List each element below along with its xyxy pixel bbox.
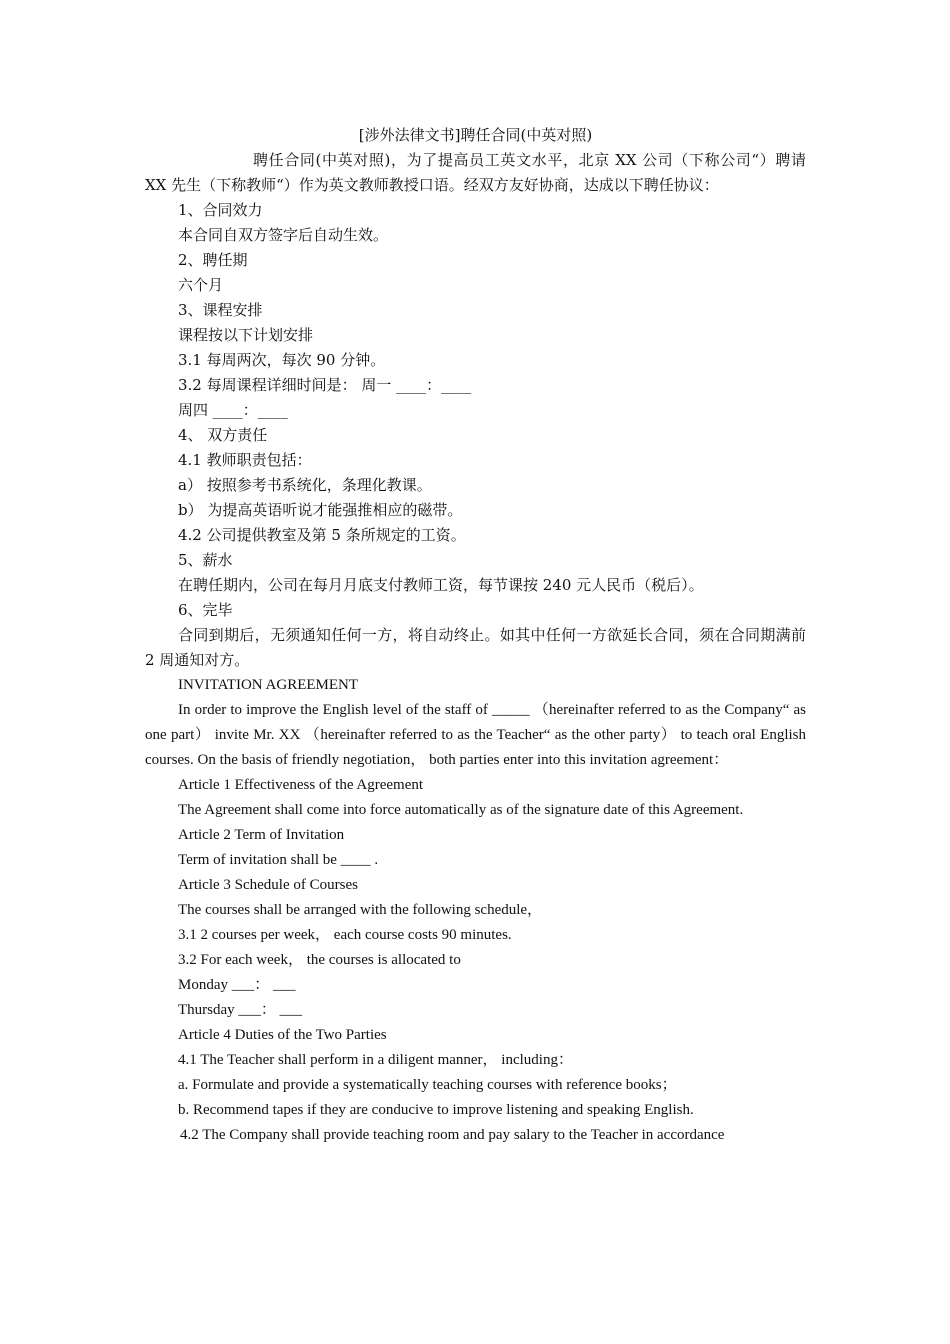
cn-line: 2、聘任期 (178, 251, 248, 269)
cn-line: 4.2 公司提供教室及第 5 条所规定的工资。 (178, 526, 466, 544)
cn-line: 3.1 每周两次，每次 90 分钟。 (178, 351, 386, 369)
en-line: Article 2 Term of Invitation (178, 827, 345, 843)
en-line: 3.1 2 courses per week， each course costs 90 minutes. (178, 927, 512, 943)
cn-line: 在聘任期内，公司在每月月底支付教师工资，每节课按 240 元人民币（税后）。 (178, 576, 704, 594)
en-article1-paragraph: The Agreement shall come into force automatically as of the signature date of this Agreement. (178, 802, 744, 818)
cn-line: 课程按以下计划安排 (178, 326, 314, 344)
cn-line: a） 按照参考书系统化，条理化教课。 (178, 476, 432, 494)
en-heading: INVITATION AGREEMENT (178, 677, 359, 693)
cn-line: b） 为提高英语听说才能强推相应的磁带。 (178, 501, 463, 519)
en-line: a. Formulate and provide a systematically teaching courses with reference books； (178, 1077, 677, 1093)
cn-intro-paragraph: 聘任合同(中英对照)，为了提高员工英文水平，北京 XX 公司（下称公司“）聘请 XX 先生（下称教师“）作为英文教师教授口语。经双方友好协商，达成以下聘任协议： (145, 151, 806, 194)
en-line: b. Recommend tapes if they are conducive to improve listening and speaking English. (178, 1102, 694, 1118)
cn-line: 本合同自双方签字后自动生效。 (178, 226, 389, 244)
en-line: Monday ___： ___ (178, 977, 296, 993)
cn-closing-paragraph: 合同到期后，无须通知任何一方，将自动终止。如其中任何一方欲延长合同，须在合同期满前 2 周通知对方。 (145, 626, 806, 669)
cn-line: 1、合同效力 (178, 201, 263, 219)
cn-line: 4.1 教师职责包括： (178, 451, 312, 469)
en-line: Article 4 Duties of the Two Parties (178, 1027, 387, 1043)
cn-line: 3.2 每周课程详细时间是： 周一 ____：____ (178, 376, 472, 394)
cn-line: 六个月 (178, 276, 224, 294)
en-article-title: Article 1 Effectiveness of the Agreement (178, 777, 424, 793)
en-line: Article 3 Schedule of Courses (178, 877, 358, 893)
document-title: [涉外法律文书]聘任合同(中英对照) (358, 126, 593, 144)
cn-line: 6、完毕 (178, 601, 233, 619)
document-body (145, 123, 806, 1148)
cn-line: 周四 ____：____ (178, 401, 288, 419)
en-line: Term of invitation shall be ____ . (178, 852, 379, 868)
en-line: 4.1 The Teacher shall perform in a diligent manner， including： (178, 1052, 573, 1068)
cn-line: 3、课程安排 (178, 301, 263, 319)
en-line: The courses shall be arranged with the following schedule， (178, 902, 543, 918)
cn-line: 4、 双方责任 (178, 426, 268, 444)
en-intro-paragraph: In order to improve the English level of the staff of _____ （hereinafter referred to as the Company“ as one part） invite Mr. XX （hereinafter referred to as the Teacher“ as the other party） to teach oral English courses. On the basis of friendly negotiation， both parties enter into this invitation agreement： (145, 702, 806, 768)
en-line: Thursday ___： ___ (178, 1002, 303, 1018)
cn-line: 5、薪水 (178, 551, 233, 569)
en-line: 3.2 For each week， the courses is allocated to (178, 952, 461, 968)
en-last-line: 4.2 The Company shall provide teaching room and pay salary to the Teacher in accordance (180, 1127, 725, 1143)
